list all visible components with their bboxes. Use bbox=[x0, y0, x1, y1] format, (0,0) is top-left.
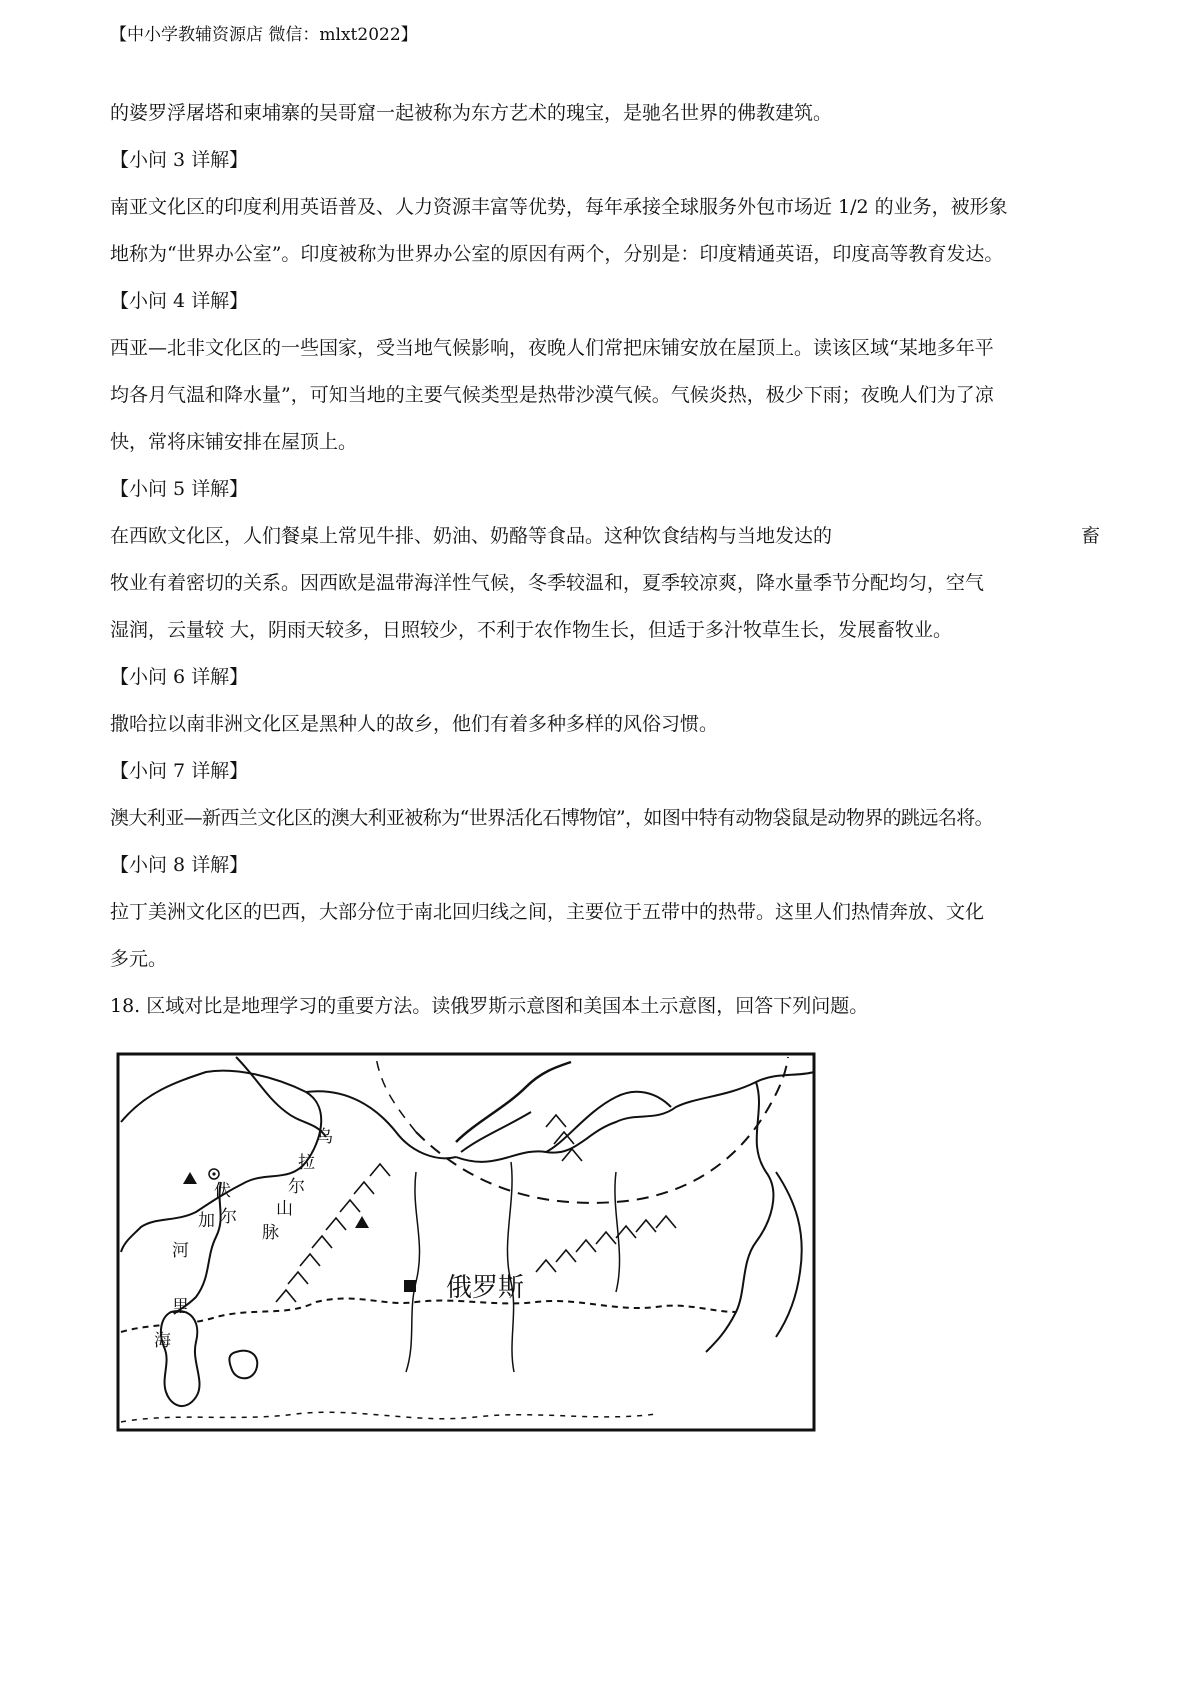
ural-label-5: 脉 bbox=[262, 1223, 279, 1243]
russia-map-drawing bbox=[116, 1052, 816, 1432]
paragraph-line: 撒哈拉以南非洲文化区是黑种人的故乡，他们有着多种多样的风俗习惯。 bbox=[110, 713, 719, 735]
section-heading-8: 【小问 8 详解】 bbox=[110, 854, 249, 876]
paragraph-line bbox=[110, 513, 1100, 560]
paragraph-line: 多元。 bbox=[110, 948, 168, 970]
ural-label-3: 尔 bbox=[288, 1177, 305, 1197]
section-heading-3: 【小问 3 详解】 bbox=[110, 149, 249, 171]
question-18: 18. 区域对比是地理学习的重要方法。读俄罗斯示意图和美国本土示意图，回答下列问题。 bbox=[110, 995, 869, 1017]
header-watermark: 【中小学教辅资源店 微信：mlxt2022】 bbox=[110, 25, 418, 45]
caspian-label-2: 海 bbox=[154, 1331, 171, 1351]
section-heading-7: 【小问 7 详解】 bbox=[110, 760, 249, 782]
russia-map bbox=[116, 1052, 816, 1432]
paragraph-line: 湿润，云量较 大，阴雨天较多，日照较少，不利于农作物生长，但适于多汁牧草生长，发展畜牧业。 bbox=[110, 619, 953, 641]
paragraph-line: 均各月气温和降水量”，可知当地的主要气候类型是热带沙漠气候。气候炎热，极少下雨；夜晚人们为了凉 bbox=[110, 384, 994, 406]
map-title-russia: 俄罗斯 bbox=[446, 1273, 525, 1303]
section-heading-6: 【小问 6 详解】 bbox=[110, 666, 249, 688]
square-marker bbox=[404, 1280, 416, 1292]
paragraph-line: 的婆罗浮屠塔和柬埔寨的吴哥窟一起被称为东方艺术的瑰宝，是驰名世界的佛教建筑。 bbox=[110, 102, 833, 124]
paragraph-line: 南亚文化区的印度利用英语普及、人力资源丰富等优势，每年承接全球服务外包市场近 1/2 的业务，被形象 bbox=[110, 196, 1008, 218]
answer-body bbox=[110, 90, 1100, 1030]
ural-label-1: 乌 bbox=[316, 1127, 333, 1147]
paragraph-line: 西亚—北非文化区的一些国家，受当地气候影响，夜晚人们常把床铺安放在屋顶上。读该区域“某地多年平 bbox=[110, 337, 994, 359]
volga-label-4: 河 bbox=[172, 1241, 189, 1261]
aral-sea bbox=[229, 1351, 257, 1379]
paragraph-line: 地称为“世界办公室”。印度被称为世界办公室的原因有两个，分别是：印度精通英语，印度高等教育发达。 bbox=[110, 243, 1004, 265]
section-heading-4: 【小问 4 详解】 bbox=[110, 290, 249, 312]
paragraph-text: 在西欧文化区，人们餐桌上常见牛排、奶油、奶酪等食品。这种饮食结构与当地发达的 bbox=[110, 525, 833, 547]
ural-label-2: 拉 bbox=[298, 1153, 315, 1173]
paragraph-line: 拉丁美洲文化区的巴西，大部分位于南北回归线之间，主要位于五带中的热带。这里人们热情奔放、文化 bbox=[110, 901, 985, 923]
caspian-label-1: 里 bbox=[172, 1297, 189, 1317]
volga-label-1: 伏 bbox=[214, 1181, 231, 1201]
paragraph-text-end: 畜 bbox=[1080, 525, 1100, 547]
volga-label-2: 尔 bbox=[220, 1207, 237, 1227]
paragraph-line: 快，常将床铺安排在屋顶上。 bbox=[110, 431, 358, 453]
section-heading-5: 【小问 5 详解】 bbox=[110, 478, 249, 500]
volga-label-3: 加 bbox=[198, 1211, 215, 1231]
map-frame bbox=[118, 1054, 814, 1430]
paragraph-line: 澳大利亚—新西兰文化区的澳大利亚被称为“世界活化石博物馆”，如图中特有动物袋鼠是动物界的跳远名将。 bbox=[110, 807, 994, 829]
paragraph-line: 牧业有着密切的关系。因西欧是温带海洋性气候，冬季较温和，夏季较凉爽，降水量季节分配均匀，空气 bbox=[110, 572, 985, 594]
ural-label-4: 山 bbox=[276, 1199, 293, 1219]
